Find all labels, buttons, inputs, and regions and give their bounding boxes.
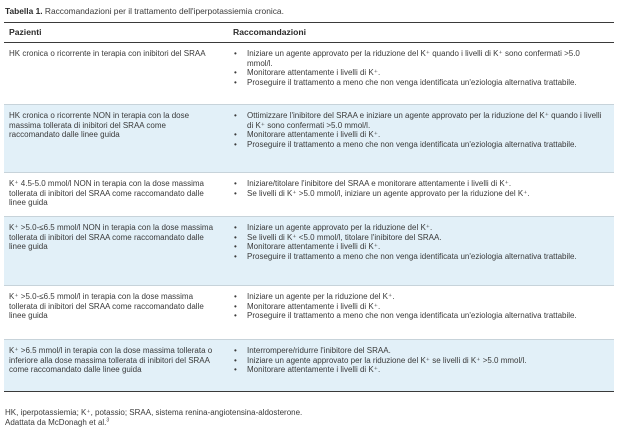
source-text: Adattata da McDonagh et al. — [5, 417, 107, 427]
recommendation-text: Ottimizzare l'inibitore del SRAA e iniziare un agente approvato per la riduzione del K⁺ quando i livelli di K⁺ sono confermati >5.0 mmol/l. — [247, 111, 602, 130]
recommendation-list — [234, 49, 606, 87]
bullet-icon: • — [234, 49, 237, 58]
bullet-icon: • — [234, 292, 237, 301]
recommendation-item — [234, 111, 606, 130]
footnote-abbreviations: HK, iperpotassiemia; K⁺, potassio; SRAA, sistema renina-angiotensina-aldosterone. — [5, 408, 303, 417]
recommendation-item — [234, 49, 606, 68]
recommendation-text: Proseguire il trattamento a meno che non venga identificata un'eziologia alternativa trattabile. — [247, 139, 577, 149]
footnote-source — [5, 418, 613, 428]
recommendation-item — [234, 365, 606, 375]
recommendation-list — [234, 292, 606, 321]
table-row — [4, 339, 614, 391]
recommendation-text: Interrompere/ridurre l'inibitore del SRAA. — [247, 346, 391, 355]
bullet-icon: • — [234, 232, 237, 242]
table-row — [4, 104, 614, 172]
bullet-icon: • — [234, 311, 237, 321]
recommendation-text: Proseguire il trattamento a meno che non venga identificata un'eziologia alternativa trattabile. — [247, 311, 577, 321]
recommendation-text: Monitorare attentamente i livelli di K⁺. — [247, 68, 381, 78]
recommendation-item — [234, 68, 606, 78]
recommendation-item — [234, 302, 606, 312]
recommendation-item — [234, 242, 606, 252]
bullet-icon: • — [234, 301, 237, 311]
table-number: Tabella 1. — [5, 6, 43, 16]
table-body — [4, 43, 614, 391]
bullet-icon: • — [234, 68, 237, 78]
recommendation-list — [234, 111, 606, 149]
recommendation-list — [234, 179, 606, 198]
recommendation-text: Iniziare un agente approvato per la riduzione del K⁺ quando i livelli di K⁺ sono confermati >5.0 mmol/l. — [247, 49, 580, 68]
recommendation-text: Se livelli di K⁺ <5.0 mmol/l, titolare l'inibitore del SRAA. — [247, 232, 442, 242]
recommendation-text: Monitorare attentamente i livelli di K⁺. — [247, 365, 381, 375]
recommendation-text: Proseguire il trattamento a meno che non venga identificata un'eziologia alternativa trattabile. — [247, 77, 577, 87]
recommendations-cell — [222, 217, 614, 285]
bullet-icon: • — [234, 179, 237, 188]
recommendation-text: Se livelli di K⁺ >5.0 mmol/l, iniziare un agente approvato per la riduzione del K⁺. — [247, 188, 530, 198]
patient-cell: K⁺ >5.0-≤6.5 mmol/l in terapia con la dose massima tollerata di inibitori del SRAA come raccomandato dalle linee guida — [9, 292, 204, 321]
recommendation-text: Iniziare un agente per la riduzione del K⁺. — [247, 292, 395, 301]
bullet-icon: • — [234, 242, 237, 252]
recommendation-item — [234, 346, 606, 356]
table-row — [4, 43, 614, 104]
recommendation-item — [234, 78, 606, 88]
recommendation-item — [234, 233, 606, 243]
recommendation-item — [234, 311, 606, 321]
bullet-icon: • — [234, 111, 237, 120]
recommendation-list — [234, 223, 606, 261]
bullet-icon: • — [234, 139, 237, 149]
header-patients: Pazienti — [9, 26, 42, 37]
bullet-icon: • — [234, 355, 237, 365]
recommendations-cell — [222, 105, 614, 172]
recommendations-cell — [222, 173, 614, 216]
header-recommendations: Raccomandazioni — [233, 26, 307, 37]
recommendation-text: Proseguire il trattamento a meno che non venga identificata un'eziologia alternativa trattabile. — [247, 251, 577, 261]
table-row — [4, 285, 614, 339]
table-row — [4, 216, 614, 285]
recommendation-item — [234, 292, 606, 302]
recommendation-text: Iniziare/titolare l'inibitore del SRAA e monitorare attentamente i livelli di K⁺. — [247, 179, 512, 188]
recommendation-text: Iniziare un agente approvato per la riduzione del K⁺ se livelli di K⁺ >5.0 mmol/l. — [247, 355, 527, 365]
source-reference: 3 — [106, 416, 110, 423]
recommendation-list — [234, 346, 606, 375]
recommendation-item — [234, 223, 606, 233]
recommendation-text: Monitorare attentamente i livelli di K⁺. — [247, 242, 381, 252]
patient-cell: K⁺ >5.0-≤6.5 mmol/l NON in terapia con la dose massima tollerata di inibitori del SRAA come raccomandato dalle linee guida — [9, 223, 214, 252]
recommendation-item — [234, 140, 606, 150]
table-row — [4, 172, 614, 216]
recommendations-cell — [222, 286, 614, 339]
table-footnotes — [5, 408, 613, 427]
recommendation-text: Monitorare attentamente i livelli di K⁺. — [247, 301, 381, 311]
recommendation-text: Iniziare un agente approvato per la riduzione del K⁺. — [247, 223, 433, 232]
table-header — [4, 23, 614, 43]
recommendations-cell — [222, 340, 614, 391]
bullet-icon: • — [234, 130, 237, 140]
bullet-icon: • — [234, 188, 237, 198]
recommendation-item — [234, 179, 606, 189]
bullet-icon: • — [234, 223, 237, 232]
bullet-icon: • — [234, 365, 237, 375]
recommendation-item — [234, 252, 606, 262]
table-title: Raccomandazioni per il trattamento dell'iperpotassiemia cronica. — [42, 6, 284, 16]
recommendations-cell — [222, 43, 614, 104]
recommendation-item — [234, 356, 606, 366]
recommendation-text: Monitorare attentamente i livelli di K⁺. — [247, 130, 381, 140]
bullet-icon: • — [234, 346, 237, 355]
patient-cell: HK cronica o ricorrente NON in terapia con la dose massima tollerata di inibitori del SRAA come raccomandato dalle linee guida — [9, 111, 190, 140]
recommendation-item — [234, 130, 606, 140]
recommendations-table — [4, 22, 614, 392]
patient-cell: HK cronica o ricorrente in terapia con inibitori del SRAA — [9, 49, 206, 58]
table-caption — [5, 6, 613, 16]
bullet-icon: • — [234, 77, 237, 87]
patient-cell: K⁺ >6.5 mmol/l in terapia con la dose massima tollerata o inferiore alla dose massima tollerata di inibitori del SRAA come raccomandato dalle linee guida — [9, 346, 213, 375]
patient-cell: K⁺ 4.5-5.0 mmol/l NON in terapia con la dose massima tollerata di inibitori del SRAA come raccomandato dalle linee guida — [9, 179, 204, 208]
bullet-icon: • — [234, 251, 237, 261]
recommendation-item — [234, 189, 606, 199]
